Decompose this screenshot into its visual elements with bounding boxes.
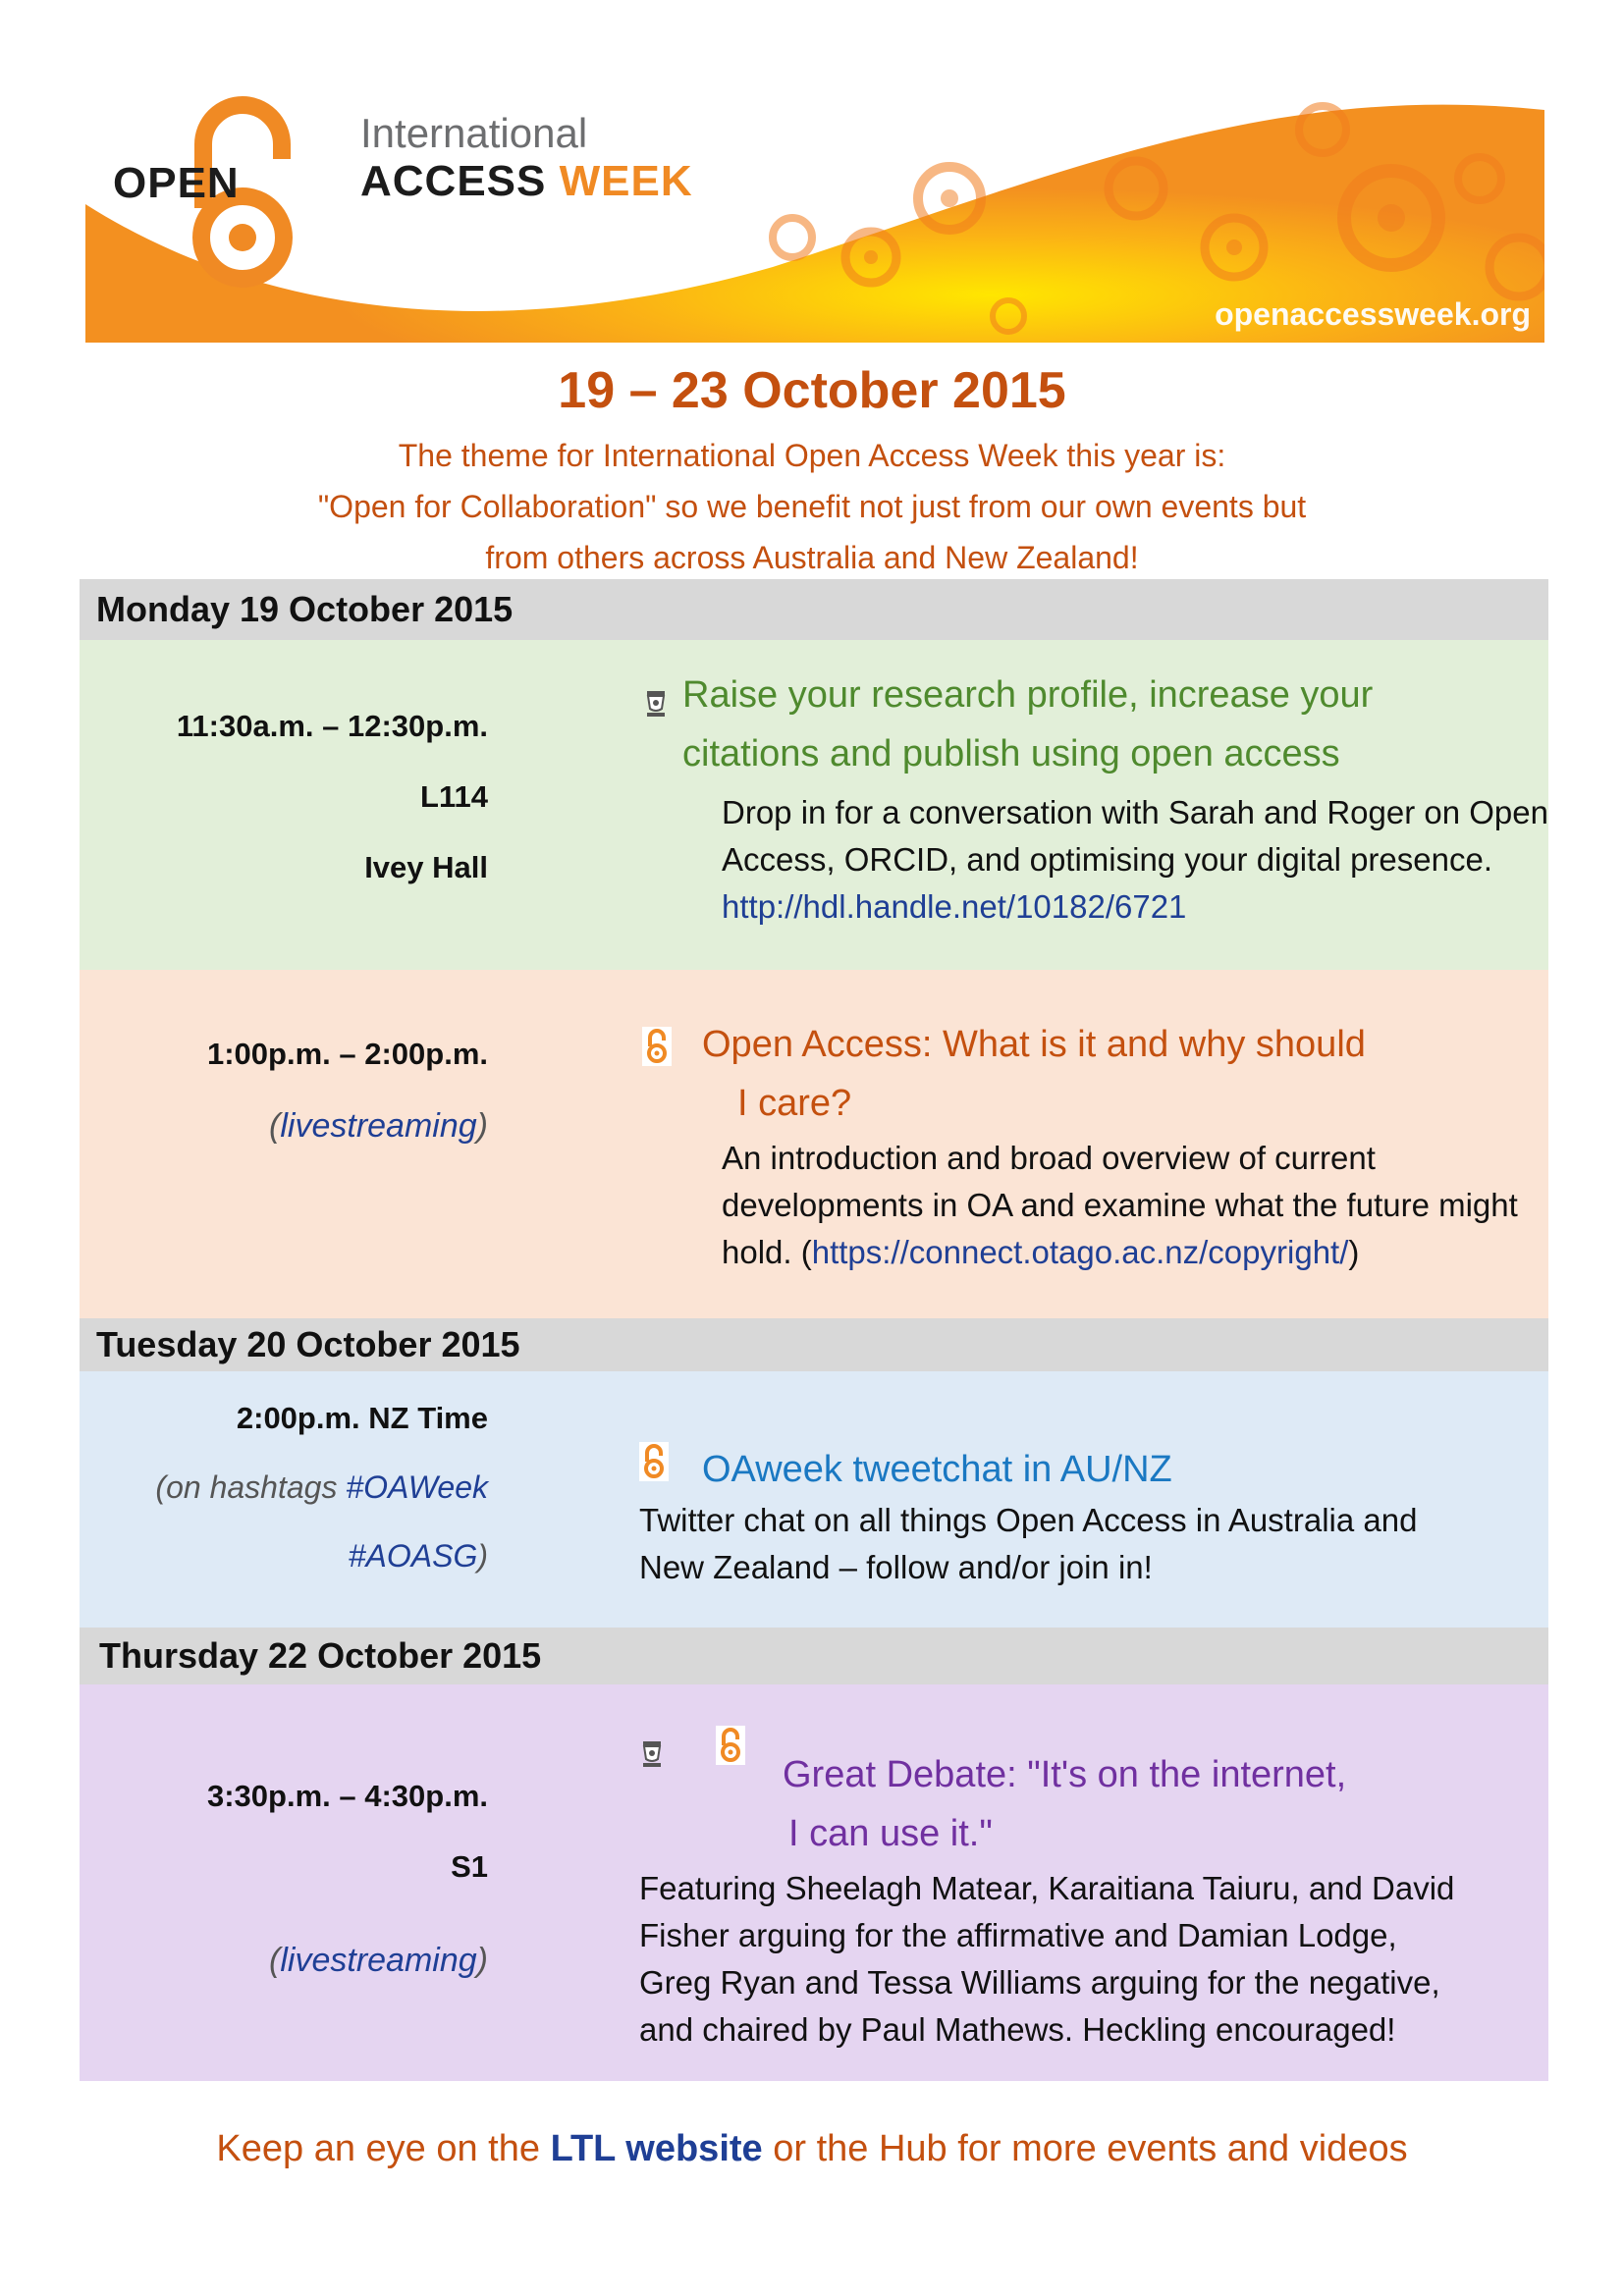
event-date-title: 19 – 23 October 2015 <box>558 362 1066 419</box>
event-description <box>722 789 1624 931</box>
event-description-line-2: Fisher arguing for the affirmative and Damian Lodge, <box>639 1917 1397 1953</box>
event-time: 1:00p.m. – 2:00p.m. <box>206 1037 488 1071</box>
university-crest-icon <box>645 689 667 719</box>
banner-url[interactable]: openaccessweek.org <box>1215 296 1531 332</box>
event-link[interactable]: http://hdl.handle.net/10182/6721 <box>722 888 1187 925</box>
event-description-line-1: Drop in for a conversation with Sarah and Roger on Open <box>722 794 1548 830</box>
livestreaming-link[interactable]: livestreaming <box>280 1942 477 1979</box>
theme-line-1: The theme for International Open Access Week this year is: <box>398 438 1226 473</box>
event-description-line-1: An introduction and broad overview of current <box>722 1140 1376 1176</box>
livestreaming-link[interactable]: livestreaming <box>280 1107 477 1145</box>
day-heading: Monday 19 October 2015 <box>96 589 514 629</box>
event-description-line-1: Featuring Sheelagh Matear, Karaitiana Taiuru, and David <box>639 1870 1455 1906</box>
day-header-thursday <box>80 1628 1548 1684</box>
event-row-open-access-intro <box>80 970 1548 1318</box>
event-note: (livestreaming) <box>269 1107 488 1145</box>
open-access-week-banner <box>85 90 1544 343</box>
event-description-line-4: and chaired by Paul Mathews. Heckling encouraged! <box>639 2011 1396 2048</box>
event-title-line-2: I can use it." <box>788 1813 993 1854</box>
event-title-line-1: Raise your research profile, increase your <box>682 674 1374 716</box>
theme-line-2: "Open for Collaboration" so we benefit not just from our own events but <box>317 489 1307 524</box>
logo-international-text: International <box>360 110 588 156</box>
event-description <box>722 1135 1624 1276</box>
event-description-line-2: developments in OA and examine what the future might <box>722 1187 1518 1223</box>
event-description-line-3: hold. (https://connect.otago.ac.nz/copyright/) <box>722 1234 1360 1270</box>
open-access-lock-icon <box>642 1027 672 1066</box>
open-access-lock-icon <box>639 1442 669 1481</box>
theme-line-3: from others across Australia and New Zealand! <box>485 540 1139 575</box>
logo-access-week-text <box>360 157 693 206</box>
event-time: 11:30a.m. – 12:30p.m. <box>176 709 488 743</box>
event-link[interactable]: https://connect.otago.ac.nz/copyright/ <box>811 1234 1349 1270</box>
event-title-line-1: Great Debate: "It's on the internet, <box>783 1754 1347 1795</box>
event-description-line-2: Access, ORCID, and optimising your digital presence. <box>722 841 1493 878</box>
event-row-tweetchat <box>80 1371 1548 1628</box>
day-header-tuesday <box>80 1318 1548 1371</box>
event-room: S1 <box>451 1849 488 1884</box>
hashtag-aoasg-link[interactable]: #AOASG <box>348 1538 478 1574</box>
event-time: 3:30p.m. – 4:30p.m. <box>206 1779 488 1813</box>
day-heading: Tuesday 20 October 2015 <box>96 1324 520 1364</box>
event-note: (livestreaming) <box>269 1942 488 1979</box>
day-heading: Thursday 22 October 2015 <box>99 1635 542 1676</box>
event-building: Ivey Hall <box>364 850 488 884</box>
logo-access: ACCESS <box>360 157 547 205</box>
event-description-line-1: Twitter chat on all things Open Access in Australia and <box>639 1502 1418 1538</box>
event-room: L114 <box>420 779 488 814</box>
event-title-line-2: I care? <box>737 1083 852 1124</box>
university-crest-icon <box>641 1739 663 1769</box>
event-hashtags: (on hashtags #OAWeek <box>155 1469 488 1505</box>
hashtag-oaweek-link[interactable]: #OAWeek <box>346 1469 488 1505</box>
event-title-line-1: OAweek tweetchat in AU/NZ <box>702 1449 1172 1490</box>
event-description-line-3: Greg Ryan and Tessa Williams arguing for the negative, <box>639 1964 1440 2001</box>
event-row-raise-profile <box>80 640 1548 970</box>
event-time: 2:00p.m. NZ Time <box>236 1401 488 1435</box>
event-row-great-debate <box>80 1684 1548 2081</box>
event-description <box>639 1865 1621 2054</box>
event-description <box>639 1497 1543 1591</box>
day-header-monday <box>80 579 1548 640</box>
open-access-lock-icon <box>716 1726 745 1765</box>
event-hashtags-2: #AOASG) <box>348 1538 488 1574</box>
logo-open-text: OPEN <box>113 159 240 207</box>
footer-note: Keep an eye on the LTL website or the Hub for more events and videos <box>216 2128 1408 2169</box>
event-title-line-2: citations and publish using open access <box>682 733 1340 774</box>
event-description-line-2: New Zealand – follow and/or join in! <box>639 1549 1153 1585</box>
logo-week: WEEK <box>559 157 693 205</box>
ltl-website-link[interactable]: LTL website <box>550 2128 763 2169</box>
event-title-line-1: Open Access: What is it and why should <box>702 1024 1366 1065</box>
